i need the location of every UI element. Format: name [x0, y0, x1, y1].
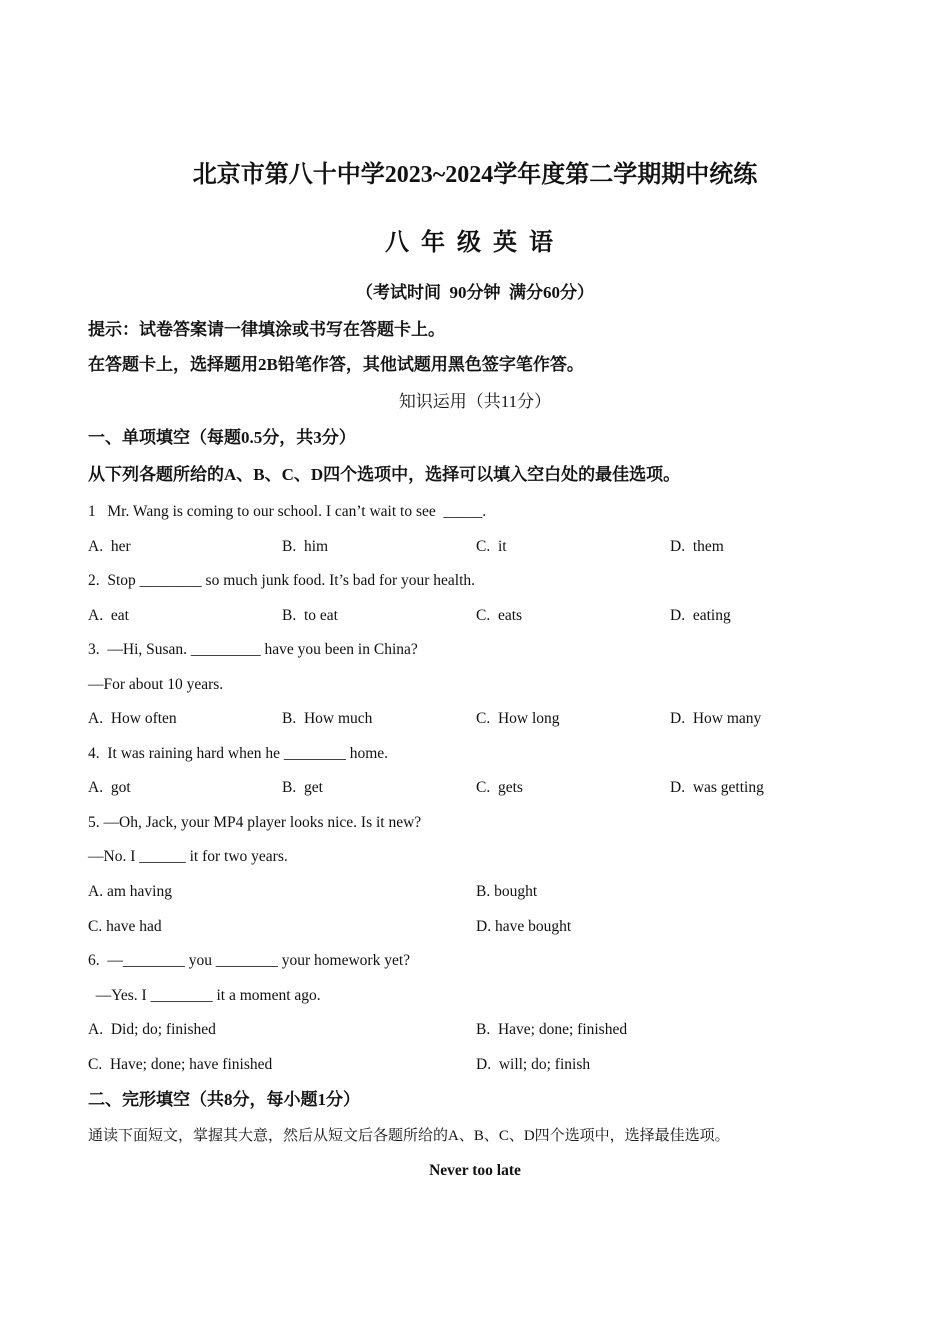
question-6-stem: 6. —________ you ________ your homework yet?	[88, 952, 411, 969]
question-5-option-d: D. have bought	[476, 918, 572, 935]
question-4-option-a: A. got	[88, 779, 131, 796]
question-4-option-b: B. get	[282, 779, 323, 796]
question-1-option-b: B. him	[282, 538, 329, 555]
question-3-option-b: B. How much	[282, 710, 373, 727]
part2-instruction: 通读下面短文，掌握其大意，然后从短文后各题所给的A、B、C、D四个选项中，选择最佳选项。	[88, 1128, 730, 1144]
question-5-option-b: B. bought	[476, 883, 538, 900]
part1-instruction: 从下列各题所给的A、B、C、D四个选项中，选择可以填入空白处的最佳选项。	[88, 465, 681, 484]
question-2-stem: 2. Stop ________ so much junk food. It’s bad for your health.	[88, 572, 476, 589]
exam-subtitle: 八年级英语	[385, 230, 565, 256]
question-6-option-d: D. will; do; finish	[476, 1056, 591, 1073]
question-5-option-c: C. have had	[88, 918, 162, 935]
question-5-stem-reply: —No. I ______ it for two years.	[88, 848, 288, 865]
exam-title: 北京市第八十中学2023~2024学年度第二学期期中统练	[192, 162, 758, 188]
question-5-option-a: A. am having	[88, 883, 172, 900]
question-1-stem: 1 Mr. Wang is coming to our school. I can’t wait to see _____.	[88, 503, 487, 520]
question-3-option-a: A. How often	[88, 710, 177, 727]
question-2-option-c: C. eats	[476, 607, 523, 624]
question-6-option-a: A. Did; do; finished	[88, 1021, 216, 1038]
exam-info: （考试时间 90分钟 满分60分）	[356, 283, 594, 302]
question-3-option-d: D. How many	[670, 710, 762, 727]
question-2-option-d: D. eating	[670, 607, 731, 624]
question-1-option-d: D. them	[670, 538, 724, 555]
question-3-stem: 3. —Hi, Susan. _________ have you been in China?	[88, 641, 418, 658]
question-6-stem-reply: —Yes. I ________ it a moment ago.	[88, 987, 321, 1004]
question-2-option-b: B. to eat	[282, 607, 338, 624]
question-3-stem-reply: —For about 10 years.	[88, 676, 224, 693]
question-4-stem: 4. It was raining hard when he ________ home.	[88, 745, 389, 762]
question-5-stem: 5. —Oh, Jack, your MP4 player looks nice. Is it new?	[88, 814, 422, 831]
hint-line-2: 在答题卡上，选择题用2B铅笔作答，其他试题用黑色签字笔作答。	[88, 355, 584, 374]
passage-title: Never too late	[429, 1162, 521, 1179]
hint-line-1: 提示：试卷答案请一律填涂或书写在答题卡上。	[88, 320, 445, 339]
part1-heading: 一、单项填空（每题0.5分，共3分）	[88, 428, 356, 447]
part2-heading: 二、完形填空（共8分，每小题1分）	[88, 1090, 360, 1109]
question-6-option-b: B. Have; done; finished	[476, 1021, 628, 1038]
question-4-option-c: C. gets	[476, 779, 523, 796]
section-knowledge-heading: 知识运用（共11分）	[398, 392, 552, 411]
question-1-option-c: C. it	[476, 538, 507, 555]
question-1-option-a: A. her	[88, 538, 131, 555]
question-6-option-c: C. Have; done; have finished	[88, 1056, 273, 1073]
question-4-option-d: D. was getting	[670, 779, 764, 796]
question-2-option-a: A. eat	[88, 607, 129, 624]
question-3-option-c: C. How long	[476, 710, 560, 727]
